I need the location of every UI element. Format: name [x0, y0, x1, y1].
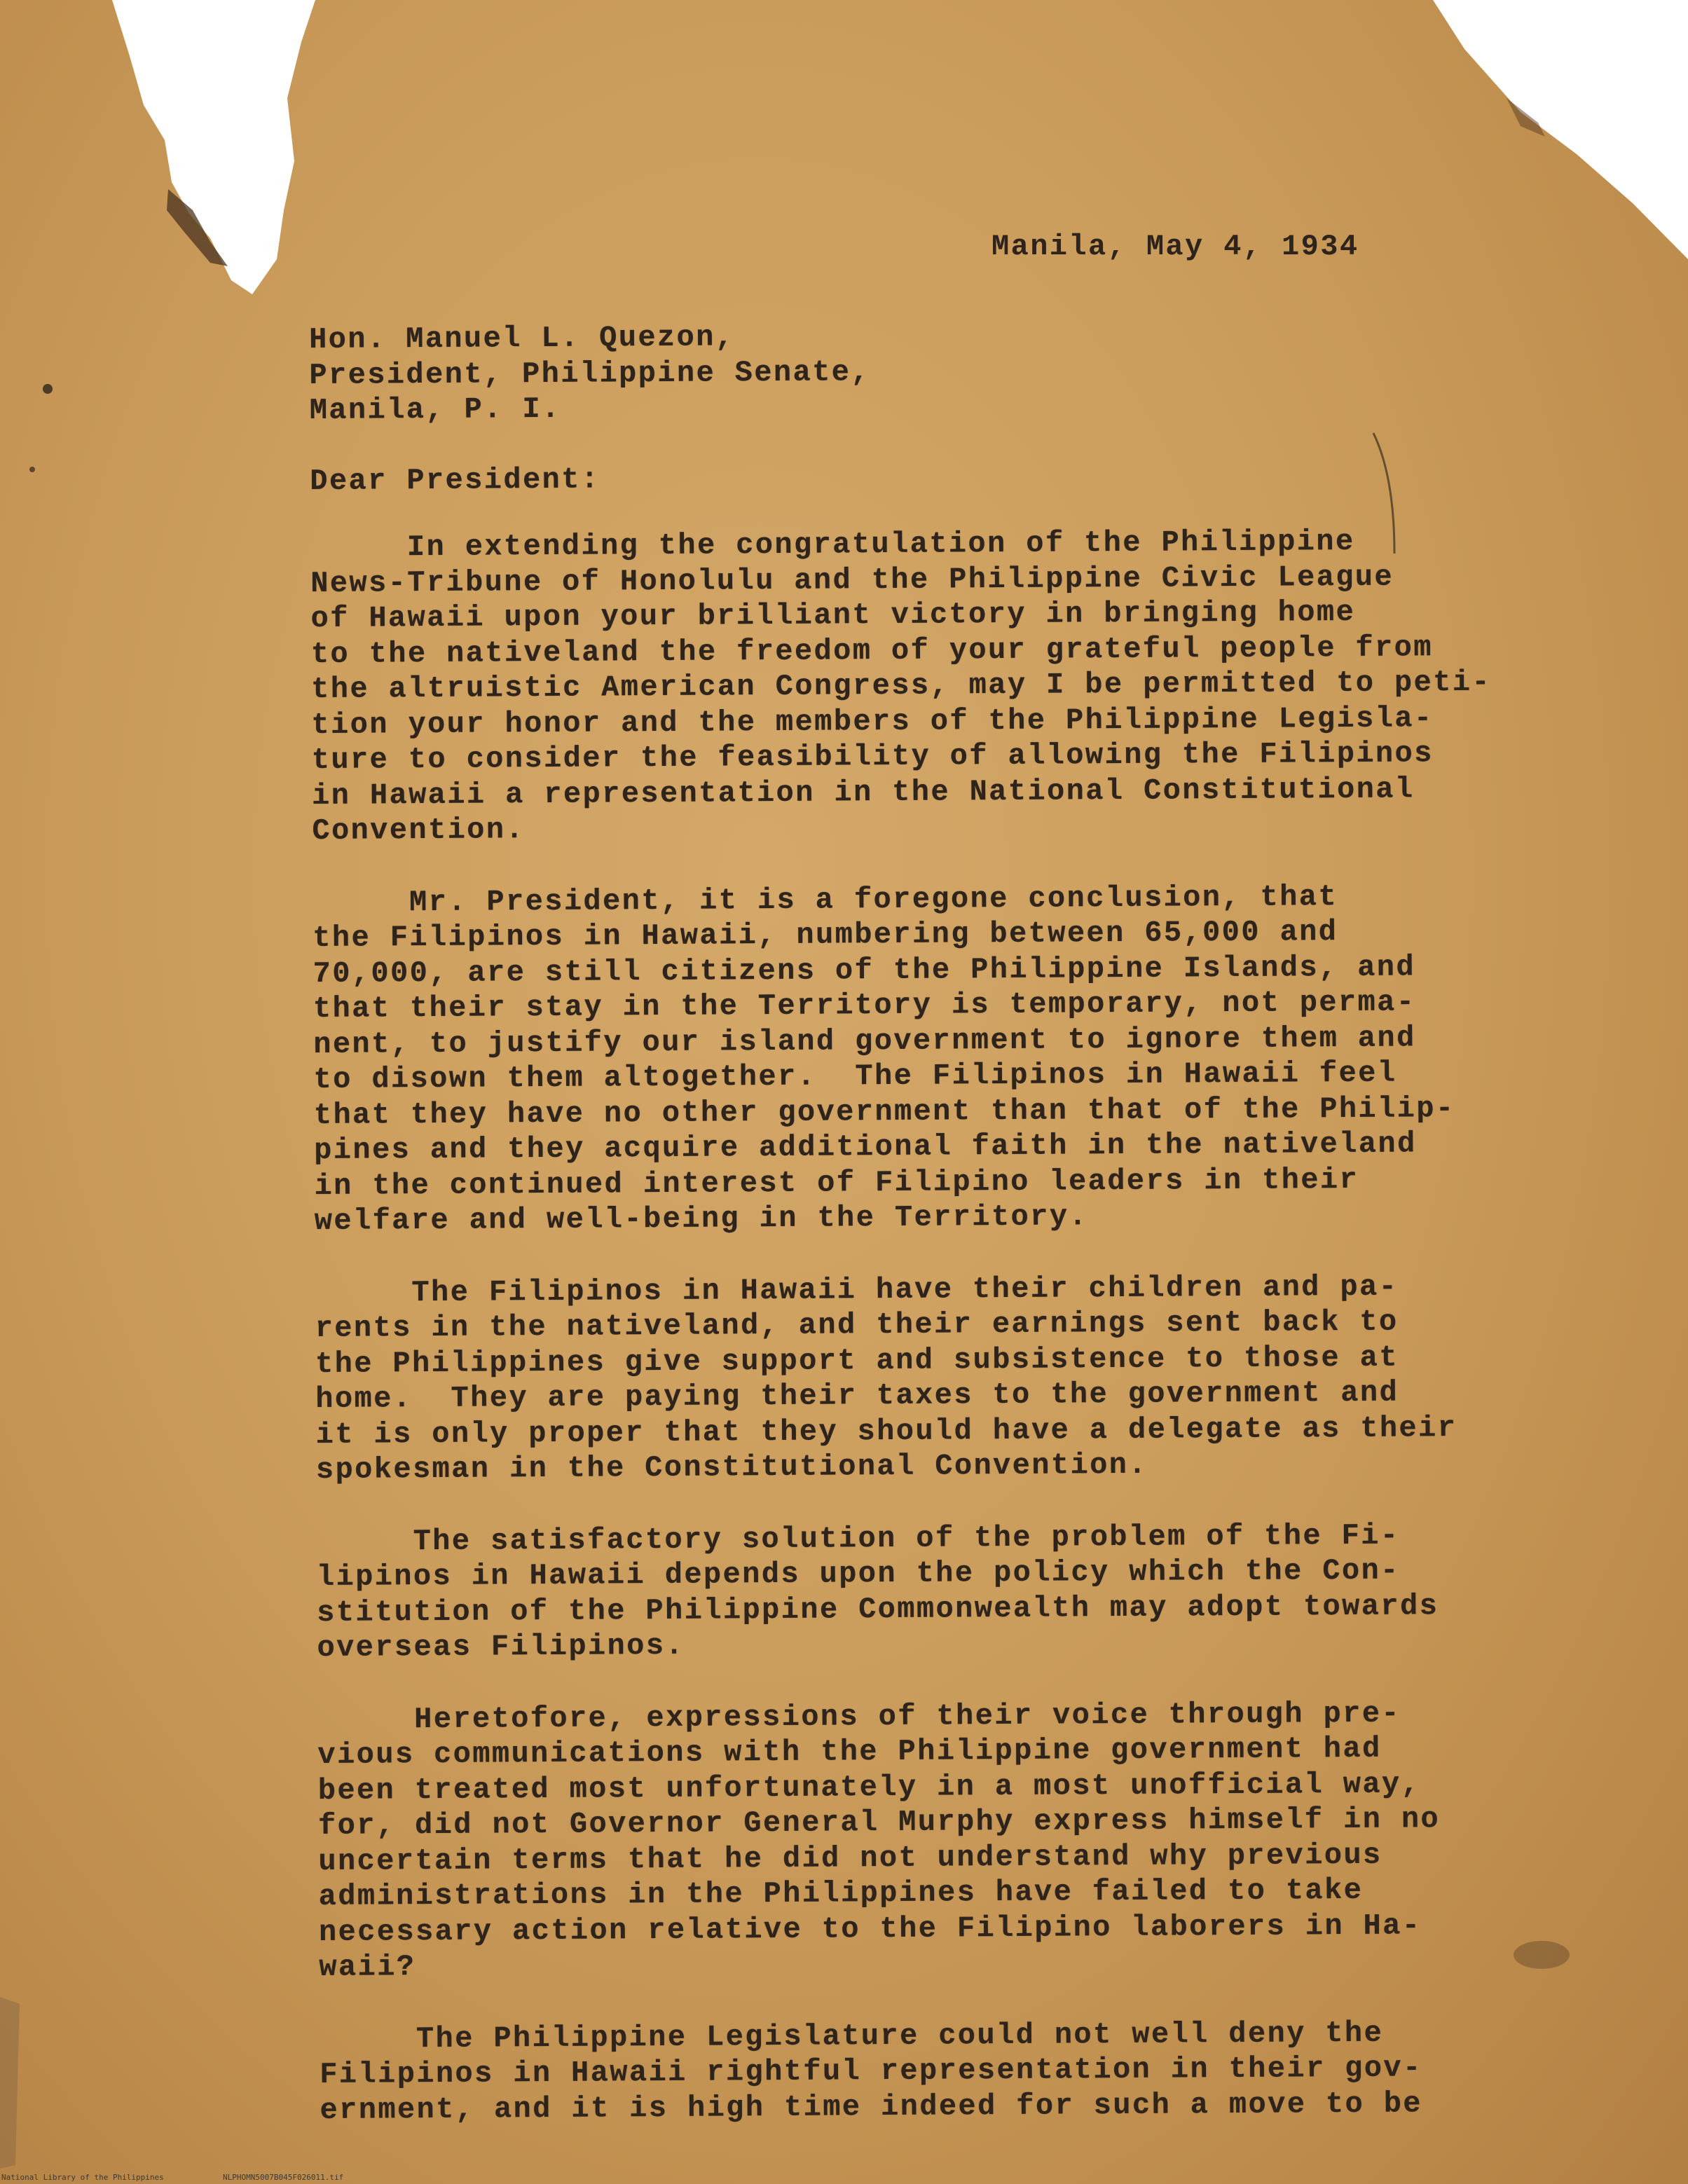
text-line: administrations in the Philippines have failed to take: [318, 1873, 1364, 1914]
paragraph-5: [317, 1694, 1622, 1985]
ink-spot: [43, 384, 53, 394]
paragraph-2: [313, 877, 1618, 1239]
text-line: overseas Filipinos.: [317, 1628, 685, 1665]
text-line: ture to consider the feasibility of allowing the Filipinos: [311, 736, 1434, 777]
text-line: been treated most unfortunately in a most unofficial way,: [317, 1766, 1421, 1808]
text-line: Convention.: [312, 813, 526, 848]
text-line: Mr. President, it is a foregone conclusion, that: [312, 879, 1338, 920]
text-line: necessary action relative to the Filipino laborers in Ha-: [318, 1908, 1422, 1949]
text-line: the Filipinos in Hawaii, numbering between 65,000 and: [313, 915, 1338, 955]
edge-stain-bottom-left: [0, 1997, 20, 2169]
text-line: Heretofore, expressions of their voice through pre-: [317, 1696, 1401, 1737]
text-line: ernment, and it is high time indeed for such a move to be: [320, 2086, 1423, 2127]
text-line: it is only proper that they should have a delegate as their: [315, 1410, 1457, 1452]
text-line: The Filipinos in Hawaii have their children and pa-: [315, 1270, 1399, 1310]
text-line: for, did not Governor General Murphy express himself in no: [317, 1802, 1441, 1843]
text-line: The satisfactory solution of the problem of the Fi-: [316, 1518, 1400, 1559]
address-line: Manila, P. I.: [309, 392, 561, 427]
text-line: the altruistic American Congress, may I be permitted to peti-: [311, 665, 1492, 706]
text-line: the Philippines give support and subsistence to those at: [315, 1340, 1399, 1381]
text-line: stitution of the Philippine Commonwealth may adopt towards: [317, 1588, 1439, 1630]
text-line: tion your honor and the members of the Philippine Legisla-: [311, 701, 1434, 742]
text-line: Filipinos in Hawaii rightful representation in their gov-: [320, 2051, 1422, 2092]
letter-body: [308, 202, 1624, 2128]
text-line: uncertain terms that he did not understand why previous: [318, 1838, 1382, 1879]
scan-footer: [0, 2171, 1688, 2184]
date-line: Manila, May 4, 1934: [991, 230, 1359, 263]
text-line: in Hawaii a representation in the National Constitutional: [311, 771, 1415, 813]
paragraph-1: [310, 523, 1616, 849]
salutation-line: Dear President:: [310, 462, 601, 498]
text-line: In extending the congratulation of the Philippine: [310, 524, 1355, 565]
ink-spot: [29, 467, 35, 472]
text-line: welfare and well-being in the Territory.: [314, 1200, 1089, 1238]
recipient-address: [309, 315, 1613, 429]
paragraph-4: [316, 1516, 1620, 1666]
text-line: The Philippine Legislature could not well deny the: [319, 2016, 1384, 2056]
scan-filename: NLPHOMN5007B045F026011.tif: [223, 2173, 344, 2182]
address-line: President, Philippine Senate,: [309, 355, 871, 392]
text-line: spokesman in the Constitutional Convention.: [315, 1448, 1148, 1487]
paragraph-6: [320, 2014, 1624, 2128]
text-line: 70,000, are still citizens of the Philippine Islands, and: [313, 949, 1416, 991]
text-line: lipinos in Hawaii depends upon the policy which the Con-: [316, 1553, 1400, 1594]
text-line: News-Tribune of Honolulu and the Philippine Civic League: [310, 560, 1394, 600]
paragraph-3: [315, 1268, 1619, 1488]
address-line: Hon. Manuel L. Quezon,: [308, 320, 735, 357]
text-line: nent, to justify our island government to ignore them and: [313, 1020, 1416, 1062]
text-line: of Hawaii upon your brilliant victory in bringing home: [310, 595, 1356, 636]
text-line: waii?: [319, 1950, 416, 1984]
text-line: pines and they acquire additional faith in the nativeland: [314, 1127, 1417, 1167]
text-line: that they have no other government than that of the Philip-: [313, 1091, 1455, 1132]
library-credit: National Library of the Philippines: [1, 2173, 164, 2182]
salutation: [310, 455, 1613, 499]
text-line: to disown them altogether. The Filipinos in Hawaii feel: [313, 1056, 1397, 1097]
text-line: to the nativeland the freedom of your grateful people from: [310, 630, 1434, 671]
text-line: in the continued interest of Filipino leaders in their: [314, 1162, 1359, 1203]
text-line: home. They are paying their taxes to the government and: [315, 1375, 1399, 1416]
text-line: rents in the nativeland, and their earnings sent back to: [315, 1305, 1399, 1345]
text-line: vious communications with the Philippine government had: [317, 1731, 1382, 1772]
text-line: that their stay in the Territory is temporary, not perma-: [313, 985, 1416, 1026]
